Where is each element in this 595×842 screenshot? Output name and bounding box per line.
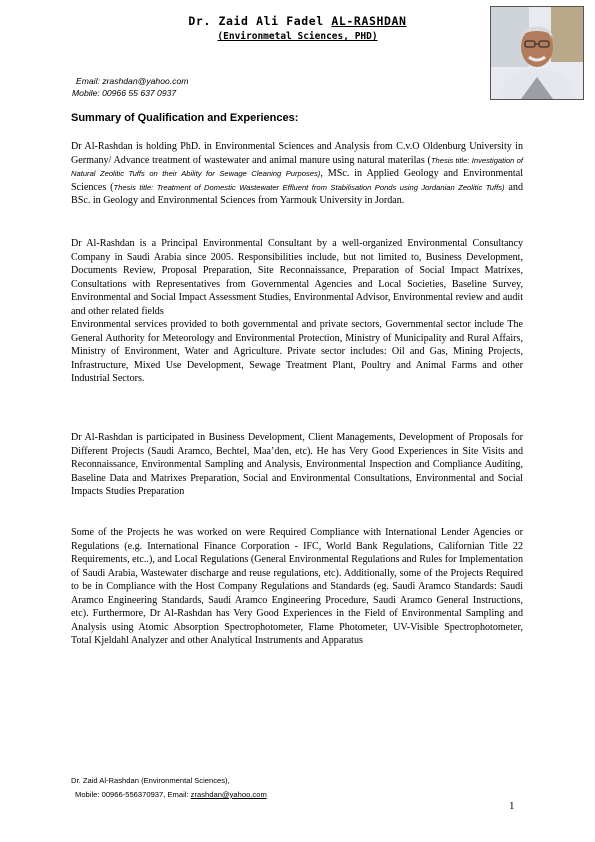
degree-subtitle: (Environmetal Sciences, PHD) <box>217 31 378 42</box>
p1-text-c: and BSc. in Geology and Environmental Sciences from Yarmouk University in Jordan. <box>71 181 523 206</box>
projects-paragraph: Some of the Projects he was worked on were Required Compliance with International Lender Agencies or Regulations (e.g. International Finance Corporation - IFC, World Bank Regulations, Californian Title 22 Requirements, etc..), and Local Regulations (General Environmental Regulations and Rules for Implementation of Saudi Arabia, Wastewater discharge and reuse regulations, etc). Additionally, some of the Projects Required to be in Compliance with the Host Company Regulations and Standards (eg. Saudi Aramco Standards: Saudi Aramco Engineering Standards, Saudi Aramco Engineering Procedure, Saudi Aramco General Instructions, etc). Furthermore, Dr Al-Rashdan has Very Good Experiences in the Field of Environmental Sampling and Analysis using Atomic Absorption Spectrophotometer, Flame Photometer, UV-Visible Spectrophotometer, Total Kjeldahl Analyzer and other Analytical Instruments and Apparatus <box>71 527 523 646</box>
name-prefix: Dr. Zaid Ali Fadel <box>188 14 332 28</box>
footer-contact <box>75 790 267 799</box>
name-surname: AL-RASHDAN <box>331 14 407 28</box>
business-development-paragraph: Dr Al-Rashdan is participated in Business Development, Client Managements, Development of Proposals for Different Projects (Saudi Aramco, Bechtel, Maa’den, etc). He has Very Good Experiences in Site Visits and Reconnaissance, Environmental Sampling and Analysis, Environmental Inspection and Compliance Auditing, Baseline Data and Matrixes Preparation, Social and Environmental Consultations, Environmental and Social Impacts Studies Preparation <box>71 432 523 497</box>
summary-heading: Summary of Qualification and Experiences: <box>71 112 299 124</box>
footer-mobile: Mobile: 00966-556370937, Email: <box>75 790 191 799</box>
header-email: Email: zrashdan@yahoo.com <box>76 76 189 86</box>
profile-photo <box>490 6 584 100</box>
page-number: 1 <box>509 800 515 812</box>
phd-thesis-title: Thesis title: Investigation of Natural Zeolitic Tuffs on their Ability for Sewage Cleaning Purposes) <box>71 155 523 178</box>
responsibilities-text: Dr Al-Rashdan is a Principal Environmental Consultant by a well-organized Environmental Consultancy Company in Saudi Arabia since 2005. Responsibilities include, but not limited to, Business Development, Documents Review, Proposal Preparation, Site Reconnaissance, Preparation of Social Impact Matrixes, Consultations with Representatives from Governmental Agencies and Local Societies, Baseline Survey, Environmental and Social Impact Assessment Studies, Environmental Advisor, Environmental review and audit and other related fields <box>71 238 523 317</box>
services-text: Environmental services provided to both governmental and private sectors, Governmental sector include The General Authority for Meteorology and Environmental Protection, Ministry of Municipality and Rural Affairs, Ministry of Environment, Water and Agriculture. Private sector includes: Oil and Gas, Mining Projects, Infrastructure, Mixed Use Development, Sewage Treatment Plant, Poultry and Animal Farms and other Industrial Sectors. <box>71 319 523 384</box>
education-paragraph <box>71 140 523 208</box>
header-mobile: Mobile: 00966 55 637 0937 <box>72 88 177 98</box>
footer-email-link[interactable]: zrashdan@yahoo.com <box>190 790 267 799</box>
experience-paragraph <box>71 237 523 386</box>
footer-name: Dr. Zaid Al-Rashdan (Environmental Sciences), <box>71 776 230 785</box>
p1-text-a: Dr Al-Rashdan is holding PhD. in Environmental Sciences and Analysis from C.v.O Oldenburg University in Germany/ Advance treatment of wastewater and animal manure using natural materilas ( <box>71 141 523 166</box>
msc-thesis-title: Thesis title: Treatment of Domestic Wastewater Effluent from Stabilisation Ponds using Jordanian Zeolitic Tuffs) <box>113 182 505 192</box>
name-heading <box>120 14 475 28</box>
p1-text-b: , MSc. in Applied Geology and Environmental Sciences ( <box>71 168 523 193</box>
